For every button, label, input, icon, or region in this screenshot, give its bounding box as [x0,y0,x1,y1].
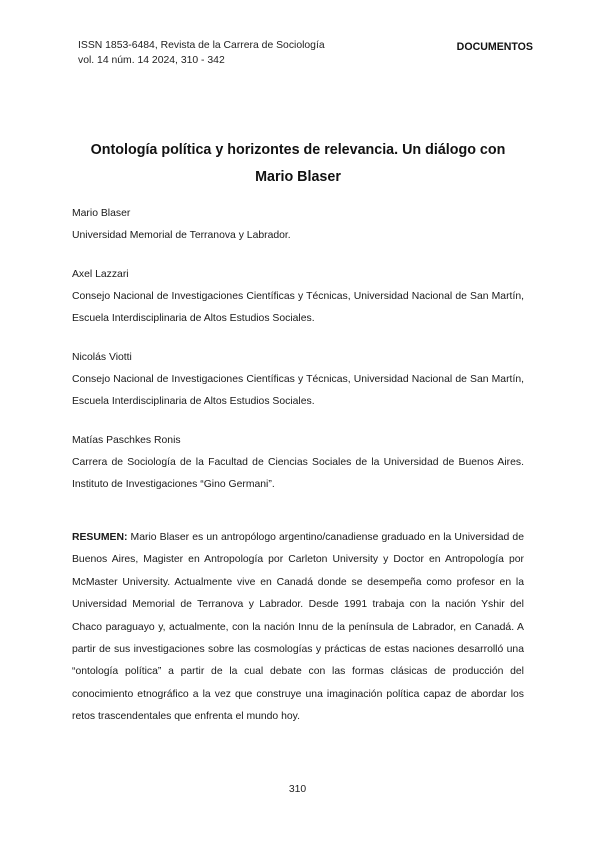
journal-issn-line: ISSN 1853-6484, Revista de la Carrera de Sociología [78,40,325,51]
author-block [72,203,524,247]
author-name: Mario Blaser [72,208,131,219]
author-block [72,430,524,496]
section-label: DOCUMENTOS [456,41,533,53]
author-name: Axel Lazzari [72,269,129,280]
author-affiliation: Carrera de Sociología de la Facultad de Ciencias Sociales de la Universidad de Buenos Aires. Instituto de Investigaciones “Gino Germani”. [72,457,524,490]
article-front-matter [72,203,524,729]
author-affiliation: Consejo Nacional de Investigaciones Científicas y Técnicas, Universidad Nacional de San Martín, Escuela Interdisciplinaria de Altos Estudios Sociales. [72,291,524,324]
page-number: 310 [288,784,307,795]
author-name: Matías Paschkes Ronis [72,435,181,446]
abstract-label: RESUMEN: [72,532,128,543]
article-title: Ontología política y horizontes de relevancia. Un diálogo con Mario Blaser [90,142,506,185]
abstract-text: Mario Blaser es un antropólogo argentino/canadiense graduado en la Universidad de Buenos Aires, Magister en Antropología por Carleton University y Doctor en Antropología por McMaster University. Actualmente vive en Canadá donde se desempeña como profesor en la Universidad Memorial de Terranova y Labrador. Desde 1991 trabaja con la nación Yshir del Chaco paraguayo y, actualmente, con la nación Innu de la península de Labrador, en Canadá. A partir de sus investigaciones sobre las cosmologías y prácticas de estas naciones desarrolló una “ontología política” a partir de la cual debate con las formas clásicas de producción del conocimiento etnográfico a la vez que construye una imaginación política capaz de abordar los retos trascendentales que enfrenta el mundo hoy. [72,532,524,723]
journal-volume-line: vol. 14 núm. 14 2024, 310 - 342 [78,55,225,66]
author-affiliation: Consejo Nacional de Investigaciones Científicas y Técnicas, Universidad Nacional de San Martín, Escuela Interdisciplinaria de Altos Estudios Sociales. [72,374,524,407]
abstract-paragraph [72,527,524,729]
author-block [72,347,524,413]
author-block [72,264,524,330]
author-name: Nicolás Viotti [72,352,132,363]
author-affiliation: Universidad Memorial de Terranova y Labrador. [72,230,291,241]
journal-info [78,38,325,68]
